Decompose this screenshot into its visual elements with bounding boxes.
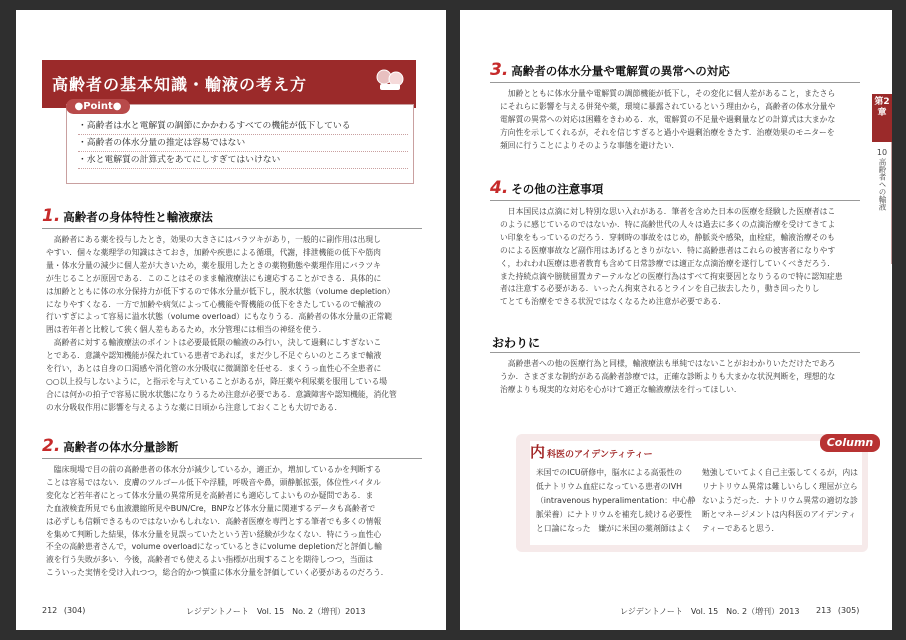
column-line: 勉強していてよく自己主張してくるが，内は bbox=[702, 468, 858, 477]
body-line: 電解質の異常への対応は困難をきわめる．水，電解質の不足量や過剰量などの計算式は大まかな bbox=[500, 114, 836, 124]
body-line: 不全の高齢患者さんで，volume overloadになっているときにvolume depletionだと評価し輸 bbox=[46, 542, 382, 552]
section-3-rule bbox=[490, 82, 860, 83]
body-line: 臨床現場で目の前の高齢患者の体水分が減少しているか，適正か，増加しているかを判断する bbox=[46, 465, 382, 474]
body-line: い印象をもっているのだろう．穿刺時の事故をはじめ，静脈炎や感染，血栓症，輸液治療そのも bbox=[500, 232, 835, 242]
body-line: 量・体水分量の減少に個人差が大きいため，薬を服用したときの薬物動態や薬理作用にバラツキ bbox=[46, 260, 381, 270]
banner-title: 高齢者の基本知識・輸液の考え方 bbox=[52, 75, 308, 94]
page-sub-number: (305) bbox=[837, 606, 860, 615]
body-line: 高齢者にある薬を投与したとき，効果の大きさにはバラツキがあり，一般的に副作用は出現し bbox=[46, 235, 381, 244]
column-line: 低ナトリウム血症になっている患者のIVH bbox=[536, 482, 682, 491]
body-line: た血液検査所見でも血液濃縮所見やBUN/Cre，BNPなど体水分量に関連するデータも高齢者で bbox=[46, 503, 376, 513]
section-4-rule bbox=[490, 200, 860, 201]
body-line: うか．さまざまな制約がある高齢者診療では，正確な診断よりも大まかな状況判断を，理想的な bbox=[500, 371, 836, 381]
column-line: （intravenous hyperalimentation：中心静 bbox=[536, 496, 696, 505]
body-line: ことは容易ではない．皮膚のツルゴール低下や浮腫，呼吸音や鼻，頭静脈拡張，体位性バイタル bbox=[46, 477, 381, 487]
right-footer-journal: レジデントノート Vol. 15 No. 2（増刊）2013 bbox=[620, 607, 800, 616]
body-line: 液を行う失敗が多い．今後，高齢者でも使えるよい指標が出現することを期待しつつ，当面は bbox=[46, 555, 374, 565]
body-line: 高齢者に対する輸液療法のポイントは必要最低限の輸液のみ行い，決して過剰にしすぎないこ bbox=[46, 338, 382, 348]
point-item: ・高齢者は水と電解質の調節にかかわるすべての機能が低下している bbox=[78, 118, 408, 135]
body-line: を行い，あとは自身の口渇感や消化管の水分吸収に微調節を任せる．まくうっ血性心不全患者に bbox=[46, 364, 382, 374]
column-title-rest: 科医のアイデンティティー bbox=[547, 450, 653, 460]
column-line: 脈栄養）にナトリウムを補充し続ける必要性 bbox=[536, 510, 692, 519]
chapter-section-title: 高齢者への輸液 bbox=[878, 158, 887, 211]
body-line: になりやすくなる．一方で加齢や病気によって心機能や腎機能の低下をきたしているので輸液の bbox=[46, 299, 382, 309]
section-4-body bbox=[500, 206, 868, 309]
point-label: ●Point● bbox=[66, 99, 130, 114]
section-4-heading bbox=[490, 178, 603, 198]
closing-title: おわりに bbox=[492, 336, 541, 350]
closing-rule bbox=[490, 352, 860, 353]
body-line: てとても治療をできる状況ではなくなるため注意が必要である． bbox=[500, 297, 727, 307]
column-text-right bbox=[702, 466, 858, 536]
body-line: こういった実情を受け入れつつ，総合的かつ慎重に体水分量を評価していく必要があるのだろう． bbox=[46, 568, 389, 578]
section-4-title: その他の注意事項 bbox=[511, 182, 604, 196]
page-sub-number: (304) bbox=[63, 606, 86, 615]
column-line: リナトリウム異常は難しいらしく理屈が立ら bbox=[702, 482, 858, 491]
body-line: のように感じているのではないか．特に高齢世代の人々は過去に多くの点滴治療を受けてきてよ bbox=[500, 219, 836, 229]
section-2-number: 2. bbox=[42, 436, 61, 456]
column-line: と口論になった 嫌がに米国の薬剤師はよく bbox=[536, 524, 692, 533]
body-line: ○○以上投与しないように，と指示を与えていることがあるが，降圧薬や利尿薬を服用している場 bbox=[46, 376, 388, 386]
right-page bbox=[460, 10, 892, 630]
body-line: 加齢とともに体水分量や電解質の調節機能が低下し，その変化に個人差があること，またさら bbox=[500, 89, 836, 98]
body-line: のによる医療事故など副作用はあげるときりがない．特に高齢患者はこれらの被害者になりやす bbox=[500, 245, 836, 255]
section-3-title: 高齢者の体水分量や電解質の異常への対応 bbox=[511, 64, 730, 78]
doctor-illustration-icon bbox=[374, 67, 406, 91]
body-line: とである．意識や認知機能が保たれている患者であれば，まだ少し不足ぐらいのところまで輸液 bbox=[46, 351, 382, 361]
body-line: 高齢患者への他の医療行為と同様，輸液療法も単純ではないことがおわかりいただけたであろ bbox=[500, 359, 836, 368]
section-3-heading bbox=[490, 60, 730, 80]
body-line: が生じることが原因である．このことはそのまま輸液療法にも適応することができる．具体的に bbox=[46, 273, 382, 283]
column-title-initial: 内 bbox=[530, 443, 546, 461]
body-line: 者は注意する必要がある．いったん拘束されるとラインを自己抜去したり，動き回ったりし bbox=[500, 284, 820, 294]
right-footer-page bbox=[816, 606, 859, 615]
column-line: ティーであると思う． bbox=[702, 524, 780, 533]
body-line: は加齢とともに体の水分保持力が低下するので体水分量が低下し，脱水状態（volume depletion） bbox=[46, 286, 395, 296]
section-1-number: 1. bbox=[42, 206, 61, 226]
column-line: 米国でのICU研修中，脳水による高張性の bbox=[536, 468, 682, 477]
left-footer-journal: レジデントノート Vol. 15 No. 2（増刊）2013 bbox=[186, 607, 366, 616]
chapter-tab: 第2章 bbox=[872, 94, 892, 142]
body-line: 日本国民は点滴に対し特別な思い入れがある．筆者を含めた日本の医療を経験した医療者はこ bbox=[500, 207, 836, 216]
body-line: また持続点滴や膀胱留置カテーテルなどの医療行為はすべて拘束要因となりうるので特に認知症患 bbox=[500, 271, 843, 281]
body-line: 行いすぎによって容易に溢水状態（volume overload）にもなりうる．高齢者の体水分量の正常範 bbox=[46, 312, 393, 322]
section-3-number: 3. bbox=[490, 60, 509, 80]
body-line: く，われわれ医療は患者教育も含めて日常診療では適正な点滴治療を遂行していくべきだろう． bbox=[500, 258, 836, 268]
section-1-heading bbox=[42, 206, 213, 226]
section-1-title: 高齢者の身体特性と輸液療法 bbox=[63, 210, 213, 224]
body-line: やすい．個々な薬理学の知識はさておき，加齢や疾患による循環，代謝，排泄機能の低下や筋肉 bbox=[46, 247, 381, 257]
column-title bbox=[530, 441, 653, 462]
left-footer-page bbox=[42, 606, 85, 615]
column-tag: Column bbox=[820, 434, 880, 452]
body-line: は必ずしも信頼できるものではないかもしれない．高齢者医療を専門とする筆者でも多くの情報 bbox=[46, 516, 382, 526]
body-line: を集めて判断した結果，体水分量を見誤っていたという苦い経験が少なくない．特にうっ血性心 bbox=[46, 529, 382, 539]
point-list bbox=[78, 118, 408, 169]
chapter-section-number: 10 bbox=[876, 148, 888, 157]
section-2-title: 高齢者の体水分量診断 bbox=[63, 440, 179, 454]
page-number: 213 bbox=[816, 606, 832, 615]
section-1-rule bbox=[42, 228, 422, 229]
column-text-left bbox=[536, 466, 698, 536]
column-line: 断とマネージメントは内科医のアイデンティ bbox=[702, 510, 857, 519]
chapter-subtab bbox=[872, 148, 892, 211]
closing-body bbox=[500, 358, 868, 397]
left-page bbox=[16, 10, 446, 630]
section-3-body bbox=[500, 88, 868, 153]
body-line: 頻回に行うことによりそのような事態を避けたい． bbox=[500, 140, 680, 150]
point-item: ・高齢者の体水分量の推定は容易ではない bbox=[78, 135, 408, 152]
body-line: にそれらに影響を与える併発や薬，環境に暴露されているという理由から，高齢者の体水分量や bbox=[500, 101, 836, 111]
body-line: の水分吸収作用に影響を与えるような薬に日頃から注意しておくことも大切である． bbox=[46, 402, 343, 412]
section-2-heading bbox=[42, 436, 178, 456]
body-line: 囲は若年者と比較して狭く個人差もあるため，水分管理には相当の神経を使う． bbox=[46, 325, 327, 335]
section-2-rule bbox=[42, 458, 422, 459]
body-line: 合には何かの拍子で容易に脱水状態になりうるため注意が必要である．意識障害や認知機能，消化管 bbox=[46, 389, 397, 399]
section-1-body bbox=[46, 234, 422, 415]
page-number: 212 bbox=[42, 606, 58, 615]
column-line: ないようだった．ナトリウム異常の適切な診 bbox=[702, 496, 858, 505]
section-4-number: 4. bbox=[490, 178, 509, 198]
body-line: 治療よりも現実的な対応を心がけて適正な輸液療法を行ってほしい． bbox=[500, 384, 742, 394]
body-line: 方向性を示してくれるが，それを信じすぎると過小や過剰治療をきたす．治療効果のモニターを bbox=[500, 127, 835, 137]
section-2-body bbox=[46, 464, 422, 580]
body-line: 変化など若年者にとって体水分量の異常所見を高齢者にも適応してよいものか疑問である．ま bbox=[46, 490, 374, 500]
point-item: ・水と電解質の計算式をあてにしすぎてはいけない bbox=[78, 152, 408, 169]
